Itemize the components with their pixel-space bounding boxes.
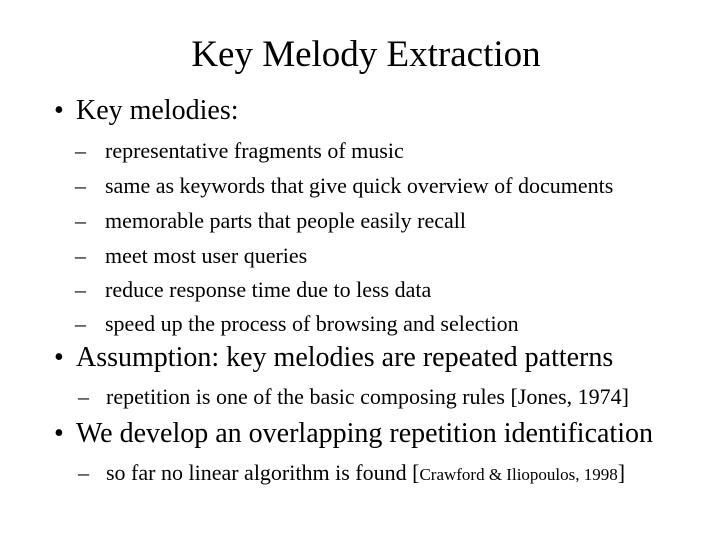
sub-item-text: memorable parts that people easily recall bbox=[105, 208, 467, 233]
bullet-text: We develop an overlapping repetition identification bbox=[76, 418, 653, 449]
dash: – bbox=[75, 138, 86, 163]
bullet-text: Assumption: key melodies are repeated patterns bbox=[76, 342, 614, 373]
slide-title: Key Melody Extraction bbox=[191, 34, 541, 75]
sub-item-text: speed up the process of browsing and selection bbox=[105, 311, 519, 336]
citation: Crawford & Iliopoulos, 1998 bbox=[419, 465, 618, 484]
dash: – bbox=[78, 384, 89, 409]
dash: – bbox=[75, 173, 86, 198]
dash: – bbox=[75, 277, 86, 302]
sub-item-text: repetition is one of the basic composing rules [Jones, 1974] bbox=[106, 384, 630, 409]
bullet-dot: • bbox=[54, 95, 64, 126]
sub-item-text: reduce response time due to less data bbox=[105, 277, 432, 302]
sub-item-text: meet most user queries bbox=[105, 243, 308, 268]
sub-item-main: so far no linear algorithm is found [ bbox=[106, 460, 420, 485]
dash: – bbox=[75, 208, 86, 233]
citation-close: ] bbox=[617, 460, 626, 485]
sub-item-text: same as keywords that give quick overview of documents bbox=[105, 173, 614, 198]
sub-item-text bbox=[106, 460, 625, 488]
dash: – bbox=[75, 243, 86, 268]
sub-item-text: representative fragments of music bbox=[105, 138, 404, 163]
bullet-dot: • bbox=[54, 418, 64, 449]
dash: – bbox=[75, 311, 86, 336]
bullet-text: Key melodies: bbox=[76, 95, 239, 126]
dash: – bbox=[78, 460, 89, 485]
bullet-dot: • bbox=[54, 342, 64, 373]
